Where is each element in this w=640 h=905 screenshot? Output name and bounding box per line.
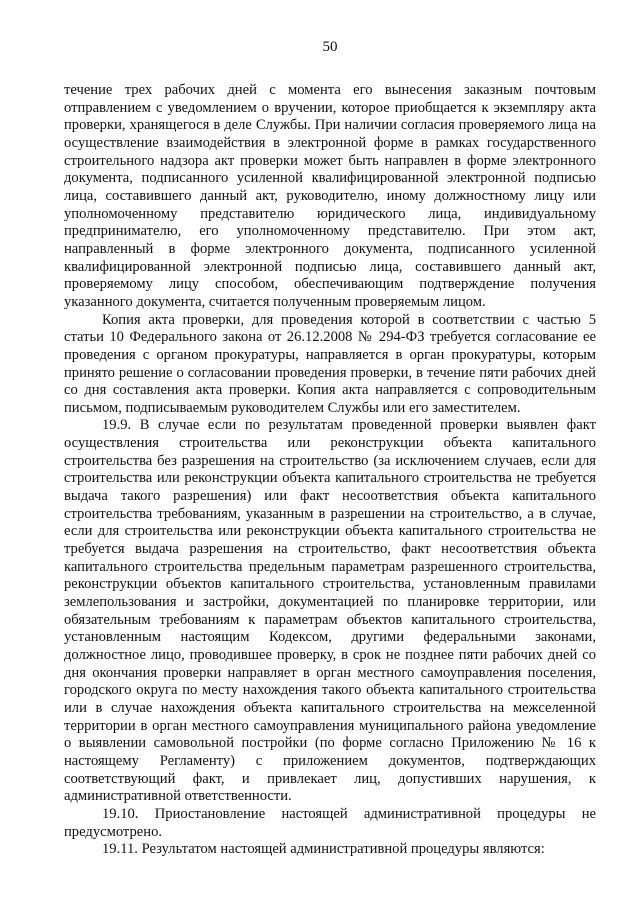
paragraph-19-9: 19.9. В случае если по результатам проведенной проверки выявлен факт осуществления строительства или реконструкции объекта капитального строительства без разрешения на строительство (за исключением случаев, если для строительства или реконструкции объекта капитального строительства не требуется выдача такого разрешения) или факт несоответствия объекта капитального строительства требованиям, указанным в разрешении на строительство, а в случае, если для строительства или реконструкции объекта капитального строительства не требуется выдача разрешения на строительство, факт несоответствия объекта капитального строительства предельным параметрам разрешенного строительства, реконструкции объектов капитального строительства, установленным правилами землепользования и застройки, документацией по планировке территории, или обязательным требованиям к параметрам объектов капитального строительства, установленным настоящим Кодексом, другими федеральными законами, должностное лицо, проводившее проверку, в срок не позднее пяти рабочих дней со дня окончания проверки направляет в орган местного самоуправления поселения, городского округа по месту нахождения такого объекта капитального строительства или в случае нахождения объекта капитального строительства на межселенной территории в орган местного самоуправления муниципального района уведомление о выявлении самовольной постройки (по форме согласно Приложению № 16 к настоящему Регламенту) с приложением документов, подтверждающих соответствующий факт, и привлекает лиц, допустивших нарушения, к административной ответственности. [64,417,596,805]
paragraph-act-delivery: течение трех рабочих дней с момента его вынесения заказным почтовым отправлением с уведомлением о вручении, которое приобщается к экземпляру акта проверки, хранящегося в деле Службы. При наличии согласия проверяемого лица на осуществление взаимодействия в электронной форме в рамках государственного строительного надзора акт проверки может быть направлен в форме электронного документа, подписанного усиленной квалифицированной электронной подписью лица, составившего данный акт, руководителю, иному должностному лицу или уполномоченному представителю юридического лица, индивидуальному предпринимателю, его уполномоченному представителю. При этом акт, направленный в форме электронного документа, подписанного усиленной квалифицированной электронной подписью лица, составившего данный акт, проверяемому лицу способом, обеспечивающим подтверждение получения указанного документа, считается полученным проверяемым лицом. [64,82,596,310]
paragraph-19-10: 19.10. Приостановление настоящей административной процедуры не предусмотрено. [64,805,596,840]
paragraph-19-11: 19.11. Результатом настоящей административной процедуры являются: [102,841,545,858]
paragraph-prosecutor-copy: Копия акта проверки, для проведения которой в соответствии с частью 5 статьи 10 Федерального закона от 26.12.2008 № 294-ФЗ требуется согласование ее проведения с органом прокуратуры, направляется в орган прокуратуры, которым принято решение о согласовании проведения проверки, в течение пяти рабочих дней со дня составления акта проверки. Копия акта направляется с сопроводительным письмом, подписываемым руководителем Службы или его заместителем. [64,311,596,416]
page-number: 50 [322,39,338,55]
